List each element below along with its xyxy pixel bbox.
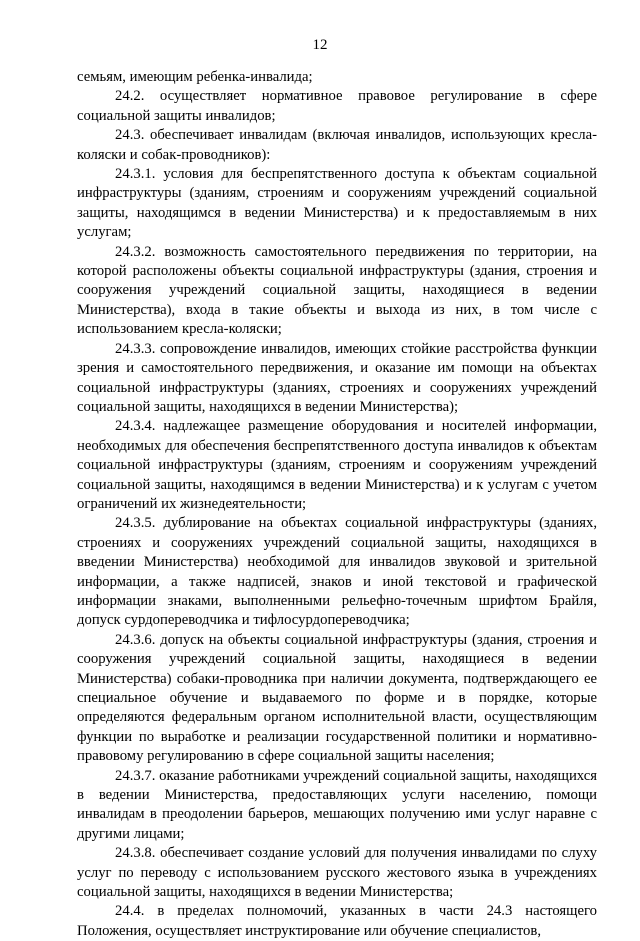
paragraph-24-3: 24.3. обеспечивает инвалидам (включая инвалидов, использующих кресла-коляски и собак-проводников): — [77, 127, 597, 163]
document-body — [77, 68, 597, 941]
paragraph-continuation: семьям, имеющим ребенка-инвалида; — [77, 69, 313, 85]
paragraph-24-3-8: 24.3.8. обеспечивает создание условий для получения инвалидами по слуху услуг по переводу с использованием русского жестового языка в учреждениях социальной защиты, находящихся в ведении Министерства; — [77, 845, 597, 901]
paragraph-24-3-2: 24.3.2. возможность самостоятельного передвижения по территории, на которой расположены объекты социальной инфраструктуры (здания, строения и сооружения учреждений социальной защиты, находящиеся в ведении Министерства), входа в такие объекты и выхода из них, в том числе с использованием кресла-коляски; — [77, 243, 597, 338]
page-number: 12 — [312, 37, 328, 53]
paragraph-24-3-6: 24.3.6. допуск на объекты социальной инфраструктуры (здания, строения и сооружения учреждений социальной защиты, находящиеся в ведении Министерства) собаки-проводника при наличии документа, подтверждающего ее специальное обучение и выдаваемого по форме и в порядке, которые определяются федеральным органом исполнительной власти, осуществляющим функции по выработке и реализации государственной политики и нормативно-правовому регулированию в сфере социальной защиты населения; — [77, 631, 597, 765]
paragraph-24-4: 24.4. в пределах полномочий, указанных в части 24.3 настоящего Положения, осуществляет инструктирование или обучение специалистов, — [77, 903, 597, 939]
paragraph-24-3-4: 24.3.4. надлежащее размещение оборудования и носителей информации, необходимых для обеспечения беспрепятственного доступа инвалидов к объектам социальной инфраструктуры (зданиям, строениям и сооружениям учреждений социальной защиты, находящимся в ведении Министерства) и к услугам с учетом ограничений их жизнедеятельности; — [77, 418, 597, 512]
paragraph-24-3-5: 24.3.5. дублирование на объектах социальной инфраструктуры (зданиях, строениях и сооружениях учреждений социальной защиты, находящихся в введении Министерства) необходимой для инвалидов звуковой и зрительной информации, а также надписей, знаков и иной текстовой и графической информации знаками, выполненными рельефно-точечным шрифтом Брайля, допуск сурдопереводчика и тифлосурдопереводчика; — [77, 515, 597, 629]
paragraph-24-3-7: 24.3.7. оказание работниками учреждений социальной защиты, находящихся в ведении Министерства, предоставляющих услуги населению, помощи инвалидам в преодолении барьеров, мешающих получению ими услуг наравне с другими лицами; — [77, 767, 597, 842]
paragraph-24-3-3: 24.3.3. сопровождение инвалидов, имеющих стойкие расстройства функции зрения и самостоятельного передвижения, и оказание им помощи на объектах социальной инфраструктуры (зданиях, строениях и сооружениях учреждений социальной защиты, находящихся в ведении Министерства); — [77, 340, 597, 415]
paragraph-24-2: 24.2. осуществляет нормативное правовое регулирование в сфере социальной защиты инвалидов; — [77, 88, 597, 124]
paragraph-24-3-1: 24.3.1. условия для беспрепятственного доступа к объектам социальной инфраструктуры (зданиям, строениям и сооружениям учреждений социальной защиты, находящимся в ведении Министерства) и к предоставляемым в них услугам; — [77, 166, 597, 241]
